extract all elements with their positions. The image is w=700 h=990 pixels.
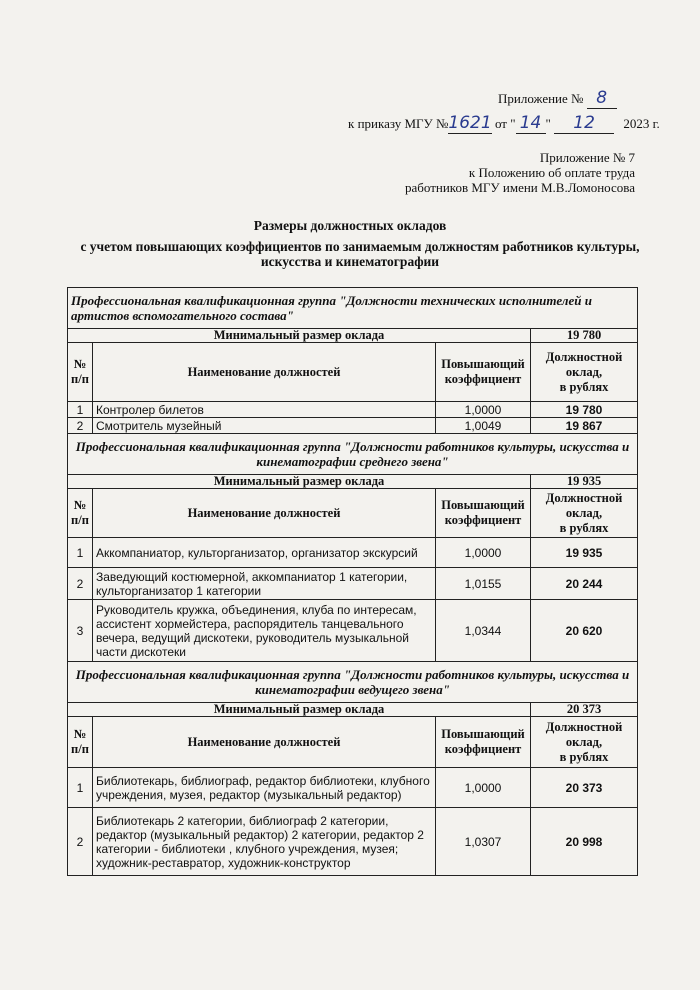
- col-salary-header: [531, 717, 638, 768]
- group-1-title-row: [68, 288, 638, 329]
- appendix-label: Приложение №: [498, 91, 584, 106]
- row-salary: 19 935: [531, 538, 638, 568]
- row-coef: 1,0155: [436, 568, 531, 600]
- appendix7-line3: работников МГУ имени М.В.Ломоносова: [405, 180, 635, 195]
- row-name: Библиотекарь, библиограф, редактор библиотеки, клубного учреждения, музея, редактор (музыкальный редактор): [93, 768, 436, 808]
- row-coef: 1,0000: [436, 768, 531, 808]
- appendix7-line1: Приложение № 7: [539, 150, 635, 165]
- salary-header-line3: в рублях: [559, 520, 609, 535]
- group-title: Профессиональная квалификационная группа "Должности работников культуры, искусства и кинематографии среднего звена": [68, 434, 638, 475]
- col-num-header: № п/п: [68, 343, 93, 402]
- salary-header-line2: оклад,: [565, 505, 603, 520]
- appendix-line: [498, 88, 617, 109]
- salary-header-line1: Должностной: [545, 349, 623, 364]
- order-quote: ": [545, 116, 551, 131]
- row-name: Контролер билетов: [93, 402, 436, 418]
- row-num: 1: [68, 402, 93, 418]
- min-salary-label: Минимальный размер оклада: [68, 329, 531, 343]
- min-salary-value: 19 780: [531, 329, 638, 343]
- order-prefix: к приказу МГУ №: [348, 116, 449, 131]
- col-salary-header: [531, 343, 638, 402]
- table-row: [68, 402, 638, 418]
- row-salary: 19 780: [531, 402, 638, 418]
- group-1-header-row: [68, 343, 638, 402]
- group-3-title-row: [68, 662, 638, 703]
- appendix-number: 8: [587, 88, 617, 109]
- salary-header-line1: Должностной: [545, 719, 623, 734]
- table-row: [68, 768, 638, 808]
- col-num-header: № п/п: [68, 717, 93, 768]
- row-num: 2: [68, 568, 93, 600]
- row-num: 1: [68, 768, 93, 808]
- min-salary-label: Минимальный размер оклада: [68, 703, 531, 717]
- group-title: Профессиональная квалификационная группа "Должности технических исполнителей и артистов вспомогательного состава": [68, 288, 638, 329]
- salary-table: [67, 287, 638, 876]
- group-1-min-row: [68, 329, 638, 343]
- row-coef: 1,0000: [436, 402, 531, 418]
- min-salary-label: Минимальный размер оклада: [68, 475, 531, 489]
- row-salary: 20 620: [531, 600, 638, 662]
- order-line: [348, 113, 660, 134]
- col-name-header: Наименование должностей: [93, 343, 436, 402]
- group-3-min-row: [68, 703, 638, 717]
- row-coef: 1,0000: [436, 538, 531, 568]
- row-num: 2: [68, 808, 93, 876]
- title-line2: с учетом повышающих коэффициентов по занимаемым должностям работников культуры,: [80, 239, 640, 254]
- title-line3: искусства и кинематографии: [260, 254, 440, 269]
- row-num: 1: [68, 538, 93, 568]
- row-name: Заведующий костюмерной, аккомпаниатор 1 категории, культорганизатор 1 категории: [93, 568, 436, 600]
- group-2-title-row: [68, 434, 638, 475]
- col-salary-header: [531, 489, 638, 538]
- row-coef: 1,0344: [436, 600, 531, 662]
- order-from: от ": [494, 116, 516, 131]
- order-number: 1621: [448, 113, 492, 133]
- col-num-header: № п/п: [68, 489, 93, 538]
- row-name: Смотритель музейный: [93, 418, 436, 434]
- row-name: Руководитель кружка, объединения, клуба по интересам, ассистент хормейстера, распорядитель танцевального вечера, ведущий дискотеки, руководитель музыкальной части дискотеки: [93, 600, 436, 662]
- order-day: 14: [516, 113, 546, 134]
- min-salary-value: 19 935: [531, 475, 638, 489]
- salary-header-line3: в рублях: [559, 379, 609, 394]
- order-month: 12: [554, 113, 614, 134]
- row-salary: 19 867: [531, 418, 638, 434]
- group-title: Профессиональная квалификационная группа "Должности работников культуры, искусства и кинематографии ведущего звена": [68, 662, 638, 703]
- col-coef-header: Повышающий коэффициент: [436, 489, 531, 538]
- col-coef-header: Повышающий коэффициент: [436, 717, 531, 768]
- table-row: [68, 600, 638, 662]
- row-num: 2: [68, 418, 93, 434]
- row-name: Библиотекарь 2 категории, библиограф 2 категории, редактор (музыкальный редактор) 2 категории, редактор 2 категории - библиотеки , клубного учреждения, музея; художник-реставратор, художник-конструктор: [93, 808, 436, 876]
- table-row: [68, 418, 638, 434]
- group-2-header-row: [68, 489, 638, 538]
- row-coef: 1,0049: [436, 418, 531, 434]
- title-line1: Размеры должностных окладов: [253, 218, 447, 233]
- row-num: 3: [68, 600, 93, 662]
- row-name: Аккомпаниатор, культорганизатор, организатор экскурсий: [93, 538, 436, 568]
- appendix7-line2: к Положению об оплате труда: [468, 165, 635, 180]
- salary-header-line3: в рублях: [559, 749, 609, 764]
- row-salary: 20 998: [531, 808, 638, 876]
- col-name-header: Наименование должностей: [93, 489, 436, 538]
- row-salary: 20 244: [531, 568, 638, 600]
- table-row: [68, 808, 638, 876]
- table-row: [68, 538, 638, 568]
- group-2-min-row: [68, 475, 638, 489]
- salary-header-line2: оклад,: [565, 734, 603, 749]
- row-salary: 20 373: [531, 768, 638, 808]
- col-coef-header: Повышающий коэффициент: [436, 343, 531, 402]
- min-salary-value: 20 373: [531, 703, 638, 717]
- table-row: [68, 568, 638, 600]
- group-3-header-row: [68, 717, 638, 768]
- col-name-header: Наименование должностей: [93, 717, 436, 768]
- order-year: 2023 г.: [623, 116, 660, 131]
- salary-header-line2: оклад,: [565, 364, 603, 379]
- row-coef: 1,0307: [436, 808, 531, 876]
- salary-header-line1: Должностной: [545, 490, 623, 505]
